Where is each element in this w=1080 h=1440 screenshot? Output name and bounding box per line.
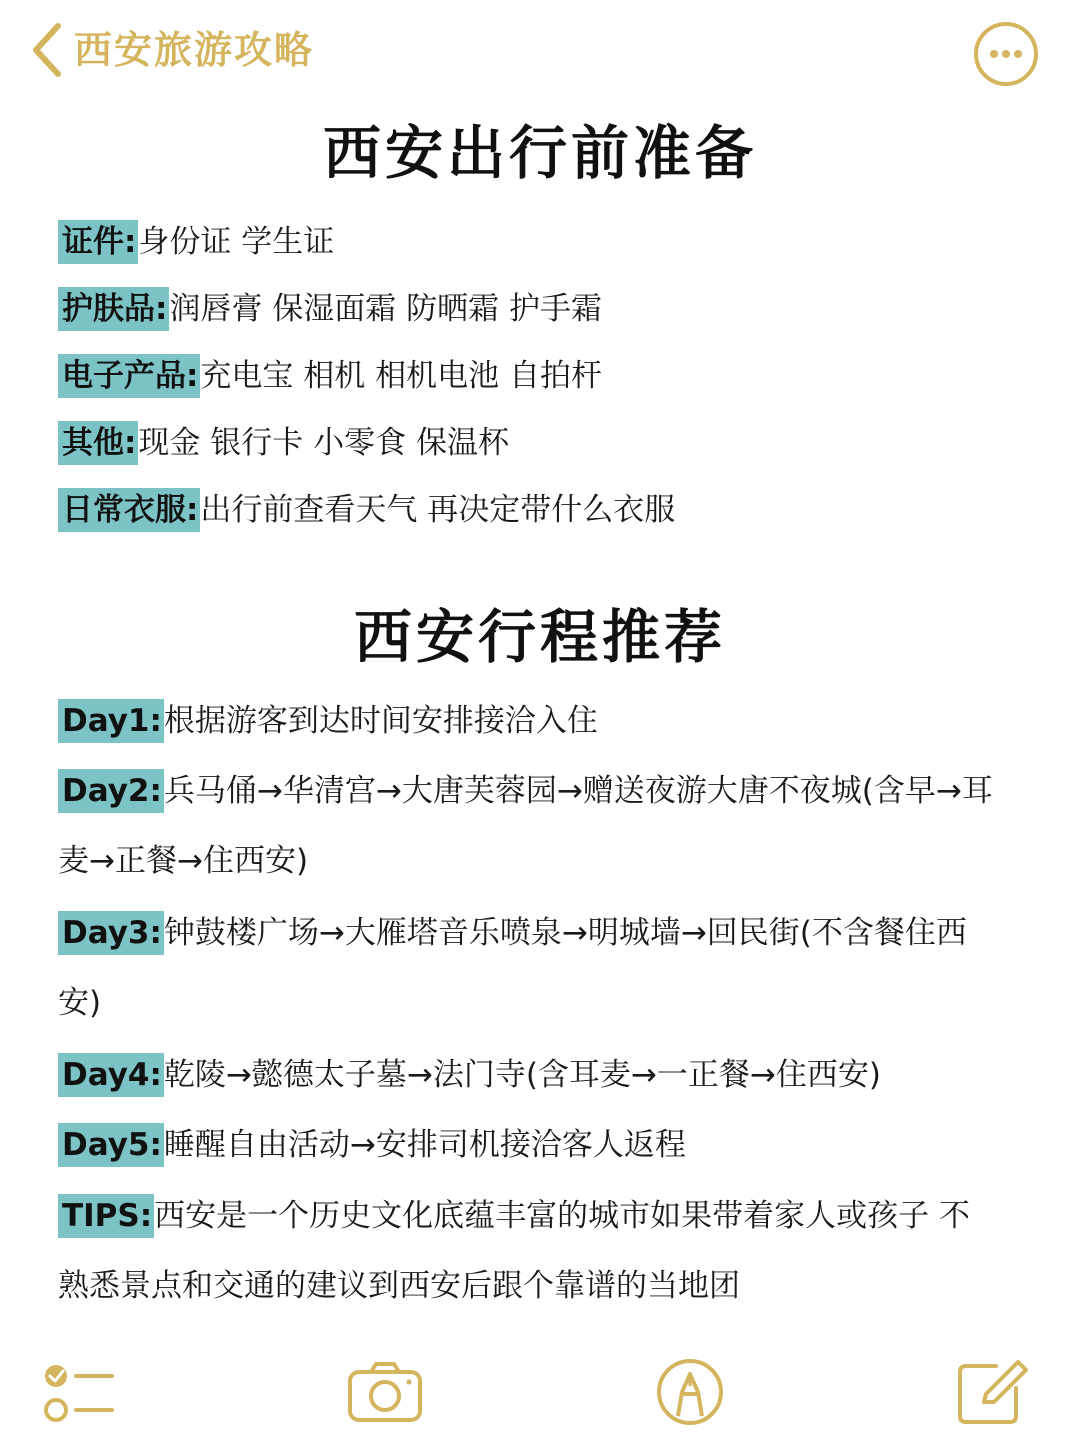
itinerary-day-1 xyxy=(58,686,1018,756)
prep-item-others xyxy=(58,408,1018,478)
pen-markup-icon xyxy=(650,1356,730,1428)
day-content: 睡醒自由活动→安排司机接洽客人返程 xyxy=(163,1127,686,1163)
tips-content: 西安是一个历史文化底蕴丰富的城市如果带着家人或孩子 不熟悉景点和交通的建议到西安后跟个靠谱的当地团 xyxy=(58,1198,970,1304)
chevron-left-icon xyxy=(26,20,70,80)
item-content: 充电宝 相机 相机电池 自拍杆 xyxy=(200,358,602,394)
item-label: 证件: xyxy=(58,220,138,264)
itinerary-day-4 xyxy=(58,1040,1018,1110)
prep-item-clothes xyxy=(58,475,1018,545)
item-content: 出行前查看天气 再决定带什么衣服 xyxy=(200,492,676,528)
camera-icon xyxy=(345,1356,425,1428)
tips-label: TIPS: xyxy=(58,1194,154,1238)
item-content: 现金 银行卡 小零食 保温杯 xyxy=(138,425,509,461)
day-label: Day3: xyxy=(58,911,164,955)
itinerary-day-5 xyxy=(58,1110,1018,1180)
markup-button[interactable] xyxy=(650,1356,730,1428)
item-label: 护肤品: xyxy=(58,287,169,331)
checklist-icon xyxy=(40,1356,120,1428)
prep-item-documents xyxy=(58,207,1018,277)
itinerary-day-2 xyxy=(58,756,998,896)
camera-button[interactable] xyxy=(345,1356,425,1428)
day-label: Day4: xyxy=(58,1053,164,1097)
itinerary-tips xyxy=(58,1181,998,1321)
item-label: 电子产品: xyxy=(58,354,200,398)
prep-section-title: 西安出行前准备 xyxy=(322,119,757,187)
checklist-button[interactable] xyxy=(40,1356,120,1428)
item-label: 其他: xyxy=(58,421,138,465)
itinerary-section-title: 西安行程推荐 xyxy=(353,603,726,671)
item-label: 日常衣服: xyxy=(58,488,200,532)
more-options-button[interactable] xyxy=(972,20,1040,88)
day-label: Day1: xyxy=(58,699,164,743)
day-content: 兵马俑→华清宫→大唐芙蓉园→赠送夜游大唐不夜城(含早→耳麦→正餐→住西安) xyxy=(58,773,993,879)
day-content: 根据游客到达时间安排接洽入住 xyxy=(163,703,598,739)
prep-item-skincare xyxy=(58,274,1018,344)
day-content: 乾陵→懿德太子墓→法门寺(含耳麦→一正餐→住西安) xyxy=(163,1057,881,1093)
item-content: 润唇膏 保湿面霜 防晒霜 护手霜 xyxy=(169,291,602,327)
day-label: Day5: xyxy=(58,1123,164,1167)
compose-button[interactable] xyxy=(952,1356,1032,1428)
item-content: 身份证 学生证 xyxy=(138,224,335,260)
back-title: 西安旅游攻略 xyxy=(74,28,315,72)
itinerary-day-3 xyxy=(58,898,998,1038)
day-content: 钟鼓楼广场→大雁塔音乐喷泉→明城墙→回民街(不含餐住西安) xyxy=(58,915,967,1021)
ellipsis-circle-icon xyxy=(972,20,1040,88)
compose-icon xyxy=(952,1356,1032,1428)
prep-item-electronics xyxy=(58,341,1018,411)
back-button[interactable] xyxy=(26,20,314,80)
day-label: Day2: xyxy=(58,769,164,813)
navigation-bar xyxy=(0,0,1080,100)
